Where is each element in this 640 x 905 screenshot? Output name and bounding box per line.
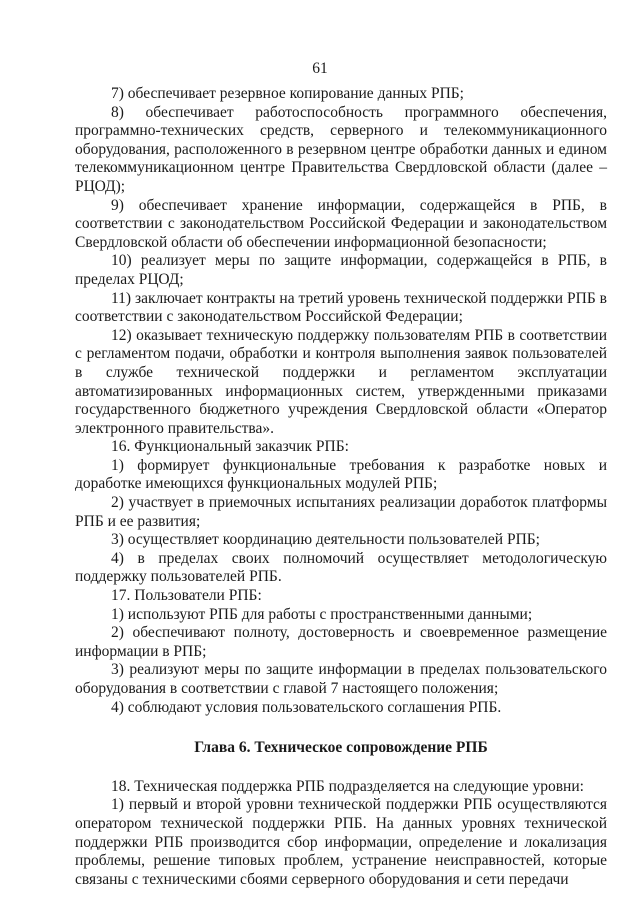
paragraph: 8) обеспечивает работоспособность программного обеспечения, программно-технических средств, серверного и телекоммуникационного оборудования, расположенного в резервном центре обработки данных и едином телекоммуникационном центре Правительства Свердловской области (далее – РЦОД); <box>75 103 607 195</box>
section-item-18: 18. Техническая поддержка РПБ подразделяется на следующие уровни: <box>111 777 584 795</box>
paragraph: 1) используют РПБ для работы с пространственными данными; <box>111 605 533 623</box>
paragraph: 4) соблюдают условия пользовательского соглашения РПБ. <box>111 698 502 716</box>
paragraph: 2) участвует в приемочных испытаниях реализации доработок платформы РПБ и ее развития; <box>75 494 607 530</box>
paragraph: 1) первый и второй уровни технической поддержки РПБ осуществляются оператором технической поддержки РПБ. На данных уровнях технической поддержки РПБ производится сбор информации, определение и локализация проблемы, решение типовых проблем, устранение неисправностей, которые связаны с техническими сбоями серверного оборудования и сети передачи <box>75 796 607 888</box>
paragraph: 9) обеспечивает хранение информации, содержащейся в РПБ, в соответствии с законодательством Российской Федерации и законодательством Свердловской области об обеспечении информационной безопасности; <box>75 196 607 251</box>
chapter-heading: Глава 6. Техническое сопровождение РПБ <box>194 739 488 757</box>
paragraph: 12) оказывает техническую поддержку пользователям РПБ в соответствии с регламентом подачи, обработки и контроля выполнения заявок пользователей в службе технической поддержки и регламентом эксплуатации автоматизированных информационных систем, утвержденными приказами государственного бюджетного учреждения Свердловской области «Оператор электронного правительства». <box>75 326 607 437</box>
document-body <box>75 85 607 889</box>
paragraph: 7) обеспечивает резервное копирование данных РПБ; <box>111 85 464 102</box>
paragraph: 4) в пределах своих полномочий осуществляет методологическую поддержку пользователей РПБ. <box>75 549 607 586</box>
section-item-17: 17. Пользователи РПБ: <box>111 587 262 605</box>
paragraph: 3) осуществляет координацию деятельности пользователей РПБ; <box>111 531 540 549</box>
page-number: 61 <box>312 60 328 77</box>
paragraph: 10) реализует меры по защите информации, содержащейся в РПБ, в пределах РЦОД; <box>75 252 607 288</box>
paragraph: 11) заключает контракты на третий уровень технической поддержки РПБ в соответствии с законодательством Российской Федерации; <box>75 289 607 326</box>
section-item-16: 16. Функциональный заказчик РПБ: <box>111 438 349 456</box>
paragraph: 2) обеспечивают полноту, достоверность и своевременное размещение информации в РПБ; <box>75 624 607 660</box>
paragraph: 1) формирует функциональные требования к разработке новых и доработке имеющихся функциональных модулей РПБ; <box>75 456 607 493</box>
paragraph: 3) реализуют меры по защите информации в пределах пользовательского оборудования в соответствии с главой 7 настоящего положения; <box>75 661 607 697</box>
